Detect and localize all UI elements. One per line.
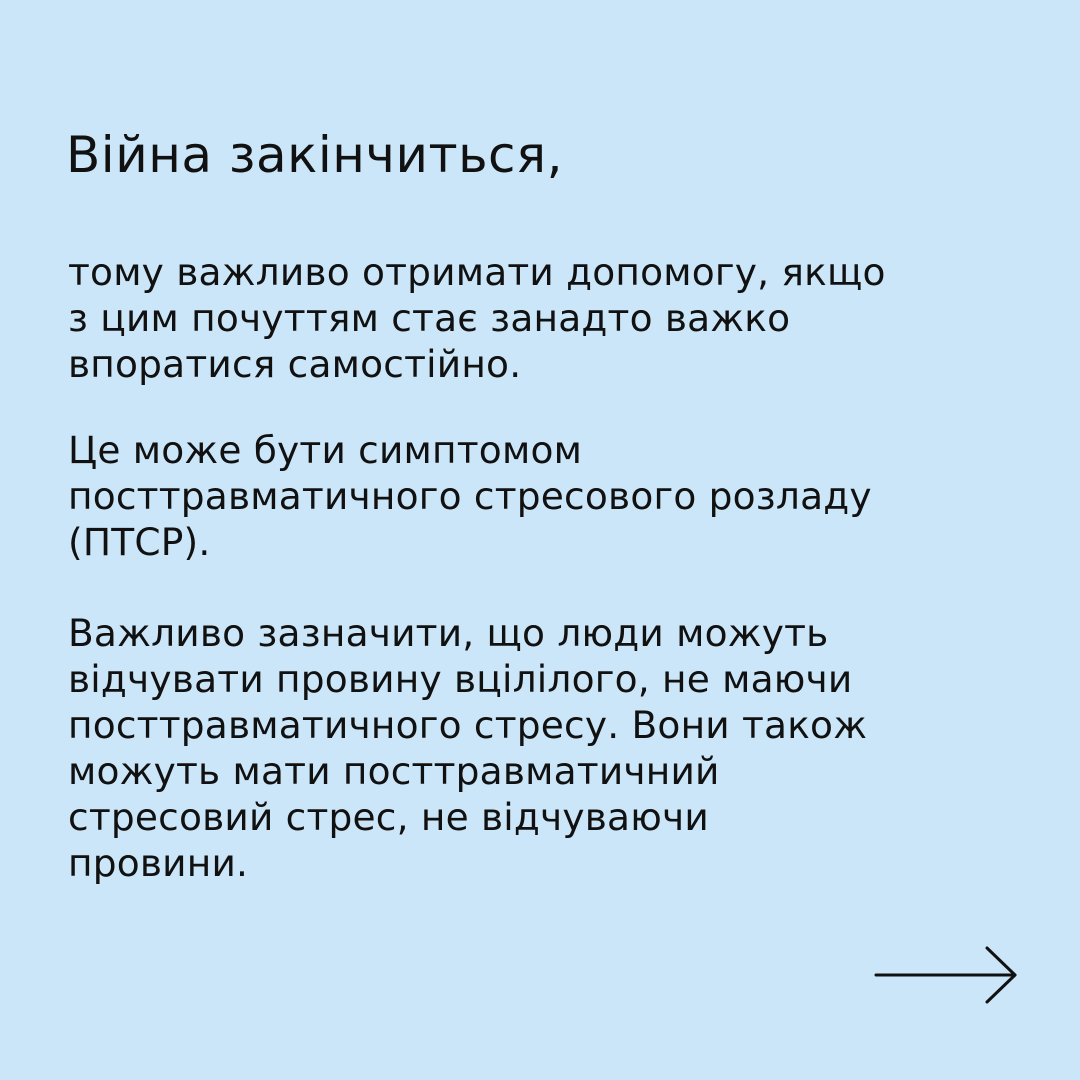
paragraph-line: посттравматичного стресового розладу <box>68 474 872 518</box>
slide-heading: Війна закінчиться, <box>66 126 564 184</box>
paragraph-line: впоратися самостійно. <box>68 342 522 386</box>
paragraph-line: можуть мати посттравматичний <box>68 749 720 793</box>
paragraph-line: відчувати провину вцілілого, не маючи <box>68 657 853 701</box>
arrow-right-icon[interactable] <box>874 946 1024 1010</box>
paragraph-ptsd <box>68 427 872 565</box>
paragraph-line: Це може бути симптомом <box>68 428 583 472</box>
paragraph-line: тому важливо отримати допомогу, якщо <box>68 250 886 294</box>
paragraph-line: Важливо зазначити, що люди можуть <box>68 611 829 655</box>
paragraph-line: з цим почуттям стає занадто важко <box>68 296 791 340</box>
paragraph-line: посттравматичного стресу. Вони також <box>68 703 868 747</box>
paragraph-line: провини. <box>68 841 249 885</box>
paragraph-help <box>68 249 886 387</box>
paragraph-line: (ПТСР). <box>68 520 211 564</box>
paragraph-survivor-guilt <box>68 610 867 886</box>
paragraph-line: стресовий стрес, не відчуваючи <box>68 795 709 839</box>
